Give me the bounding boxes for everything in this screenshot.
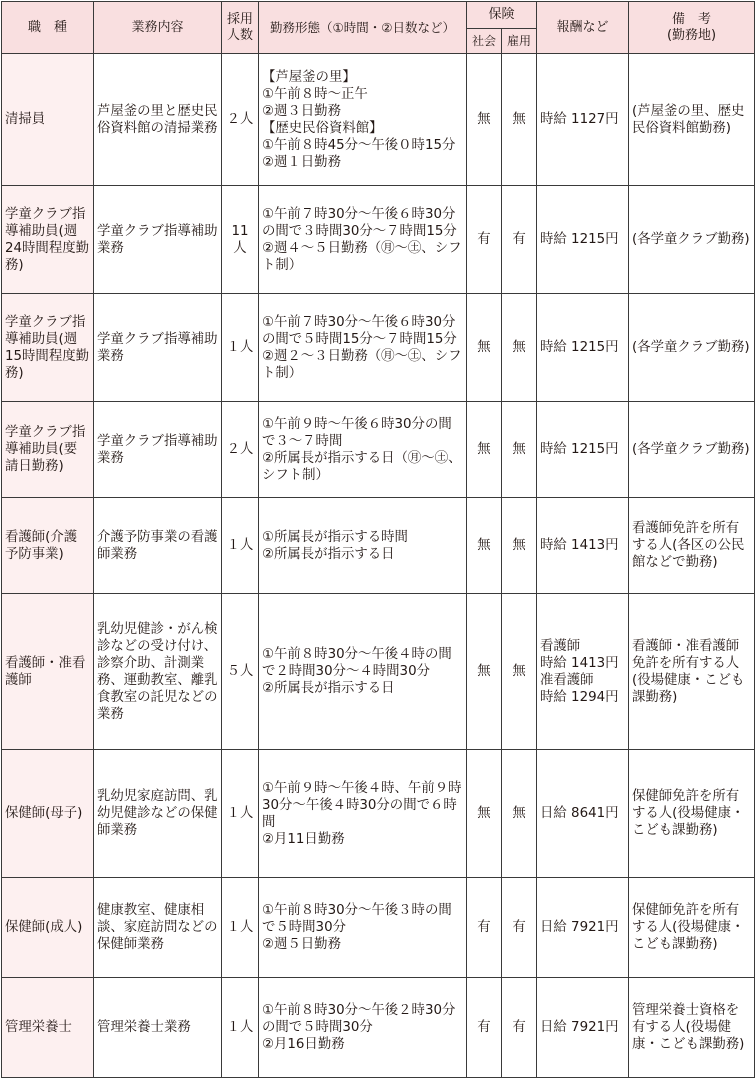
cell-insurance-social: 有	[467, 878, 502, 978]
cell-duties: 学童クラブ指導補助業務	[94, 402, 222, 498]
cell-notes: 看護師・准看護師免許を所有する人(役場健康・こども課勤務)	[629, 594, 755, 750]
header-notes-location: (勤務地)	[666, 27, 717, 43]
cell-pay	[537, 498, 629, 594]
cell-insurance-social: 無	[467, 54, 502, 186]
cell-insurance-social: 無	[467, 750, 502, 878]
cell-duties: 芦屋釜の里と歴史民俗資料館の清掃業務	[94, 54, 222, 186]
pay-line: 日給 7921円	[540, 920, 619, 935]
cell-schedule	[259, 294, 467, 402]
pay-line: 時給 1294円	[540, 689, 619, 705]
table-row	[2, 402, 755, 498]
schedule-line: ②月16日勤務	[262, 1037, 345, 1052]
cell-notes: (各学童クラブ勤務)	[629, 186, 755, 294]
schedule-line: ①午前７時30分～午後６時30分の間で５時間15分～７時間15分	[262, 314, 457, 347]
cell-duties: 乳幼児家庭訪問、乳幼児健診などの保健師業務	[94, 750, 222, 878]
cell-job: 学童クラブ指導補助員(週15時間程度勤務)	[2, 294, 94, 402]
cell-insurance-social: 無	[467, 402, 502, 498]
cell-notes: (各学童クラブ勤務)	[629, 402, 755, 498]
cell-hires: ２人	[222, 54, 259, 186]
header-insurance-employment: 雇用	[502, 29, 537, 54]
header-notes	[629, 2, 755, 54]
pay-line: 准看護師	[540, 672, 594, 688]
pay-line: 時給 1215円	[540, 340, 619, 355]
table-row	[2, 186, 755, 294]
cell-duties: 学童クラブ指導補助業務	[94, 186, 222, 294]
cell-hires: １人	[222, 498, 259, 594]
table-row	[2, 294, 755, 402]
cell-insurance-social: 無	[467, 594, 502, 750]
schedule-line: ②週２～３日勤務（㊊～㊏、シフト制）	[262, 348, 462, 381]
cell-duties: 管理栄養士業務	[94, 978, 222, 1078]
cell-pay	[537, 294, 629, 402]
table-body	[2, 54, 755, 1078]
table-row	[2, 878, 755, 978]
schedule-line: ①午前８時45分～午後０時15分	[262, 137, 456, 153]
schedule-line: ①午前９時～午後６時30分の間で３～７時間	[262, 416, 452, 449]
table-row	[2, 54, 755, 186]
cell-schedule	[259, 498, 467, 594]
cell-schedule	[259, 978, 467, 1078]
table-row	[2, 594, 755, 750]
cell-notes: (芦屋釜の里、歴史民俗資料館勤務)	[629, 54, 755, 186]
cell-schedule	[259, 878, 467, 978]
cell-notes: 保健師免許を所有する人(役場健康・こども課勤務)	[629, 878, 755, 978]
schedule-line: ①午前９時～午後４時、午前９時30分～午後４時30分の間で６時間	[262, 780, 462, 830]
cell-pay	[537, 594, 629, 750]
pay-line: 時給 1215円	[540, 232, 619, 247]
schedule-line: ②週３日勤務	[262, 103, 341, 119]
cell-pay	[537, 878, 629, 978]
table-row	[2, 498, 755, 594]
pay-line: 時給 1413円	[540, 538, 619, 553]
cell-job: 保健師(母子)	[2, 750, 94, 878]
cell-hires: １人	[222, 294, 259, 402]
cell-job: 管理栄養士	[2, 978, 94, 1078]
cell-duties: 学童クラブ指導補助業務	[94, 294, 222, 402]
cell-insurance-employment: 無	[502, 750, 537, 878]
header-insurance-social: 社会	[467, 29, 502, 54]
cell-notes: 保健師免許を所有する人(役場健康・こども課勤務)	[629, 750, 755, 878]
cell-notes: 管理栄養士資格を有する人(役場健康・こども課勤務)	[629, 978, 755, 1078]
schedule-line: ②週１日勤務	[262, 154, 341, 170]
schedule-line: ①所属長が指示する時間	[262, 529, 408, 545]
header-insurance: 保険	[467, 2, 537, 29]
cell-hires: １人	[222, 978, 259, 1078]
cell-insurance-employment: 無	[502, 294, 537, 402]
cell-job: 学童クラブ指導補助員(週24時間程度勤務)	[2, 186, 94, 294]
pay-line: 日給 7921円	[540, 1020, 619, 1035]
cell-insurance-employment: 無	[502, 402, 537, 498]
table-row	[2, 978, 755, 1078]
pay-line: 日給 8641円	[540, 806, 619, 821]
cell-insurance-employment: 有	[502, 878, 537, 978]
schedule-line: ②所属長が指示する日（㊊～㊏、シフト制）	[262, 450, 462, 483]
cell-insurance-social: 無	[467, 294, 502, 402]
cell-job: 清掃員	[2, 54, 94, 186]
cell-insurance-employment: 有	[502, 186, 537, 294]
header-duties: 業務内容	[94, 2, 222, 54]
cell-duties: 介護予防事業の看護師業務	[94, 498, 222, 594]
schedule-line: ①午前８時30分～午後４時の間で２時間30分～４時間30分	[262, 647, 452, 679]
cell-duties: 乳幼児健診・がん検診などの受け付け、診察介助、計測業務、運動教室、離乳食教室の託児などの業務	[94, 594, 222, 750]
cell-pay	[537, 750, 629, 878]
cell-notes: 看護師免許を所有する人(各区の公民館などで勤務)	[629, 498, 755, 594]
recruitment-table	[1, 1, 755, 1078]
cell-insurance-social: 無	[467, 498, 502, 594]
schedule-line: 【芦屋釜の里】	[262, 69, 356, 85]
header-job: 職 種	[2, 2, 94, 54]
pay-line: 看護師	[540, 638, 581, 654]
pay-line: 時給 1127円	[540, 112, 619, 127]
cell-schedule	[259, 594, 467, 750]
cell-insurance-social: 有	[467, 978, 502, 1078]
cell-schedule	[259, 750, 467, 878]
schedule-line: 【歴史民俗資料館】	[262, 120, 383, 136]
schedule-line: ②週５日勤務	[262, 937, 341, 952]
cell-pay	[537, 186, 629, 294]
cell-schedule	[259, 186, 467, 294]
cell-hires: １人	[222, 878, 259, 978]
cell-insurance-employment: 有	[502, 978, 537, 1078]
cell-pay	[537, 402, 629, 498]
cell-pay	[537, 978, 629, 1078]
header-notes-title: 備 考	[672, 11, 712, 27]
cell-job: 学童クラブ指導補助員(要請日勤務)	[2, 402, 94, 498]
schedule-line: ②所属長が指示する日	[262, 681, 395, 696]
cell-schedule	[259, 54, 467, 186]
cell-job: 看護師(介護予防事業)	[2, 498, 94, 594]
cell-hires: 11人	[222, 186, 259, 294]
table-row	[2, 750, 755, 878]
cell-pay	[537, 54, 629, 186]
schedule-line: ②所属長が指示する日	[262, 546, 395, 562]
cell-job: 看護師・准看護師	[2, 594, 94, 750]
schedule-line: ①午前８時30分～午後２時30分の間で５時間30分	[262, 1003, 456, 1035]
cell-insurance-social: 有	[467, 186, 502, 294]
cell-hires: ５人	[222, 594, 259, 750]
header-pay: 報酬など	[537, 2, 629, 54]
cell-insurance-employment: 無	[502, 498, 537, 594]
cell-hires: ２人	[222, 402, 259, 498]
cell-insurance-employment: 無	[502, 54, 537, 186]
header-hires: 採用 人数	[222, 2, 259, 54]
schedule-line: ①午前７時30分～午後６時30分の間で３時間30分～７時間15分	[262, 206, 457, 239]
cell-insurance-employment: 無	[502, 594, 537, 750]
pay-line: 時給 1413円	[540, 655, 619, 671]
cell-duties: 健康教室、健康相談、家庭訪問などの保健師業務	[94, 878, 222, 978]
schedule-line: ②週４～５日勤務（㊊～㊏、シフト制）	[262, 240, 462, 273]
pay-line: 時給 1215円	[540, 442, 619, 457]
cell-notes: (各学童クラブ勤務)	[629, 294, 755, 402]
cell-schedule	[259, 402, 467, 498]
cell-hires: １人	[222, 750, 259, 878]
header-schedule: 勤務形態（①時間・②日数など）	[259, 2, 467, 54]
table-header	[2, 2, 755, 54]
schedule-line: ②月11日勤務	[262, 831, 345, 847]
cell-job: 保健師(成人)	[2, 878, 94, 978]
schedule-line: ①午前８時～正午	[262, 86, 368, 102]
schedule-line: ①午前８時30分～午後３時の間で５時間30分	[262, 903, 452, 935]
